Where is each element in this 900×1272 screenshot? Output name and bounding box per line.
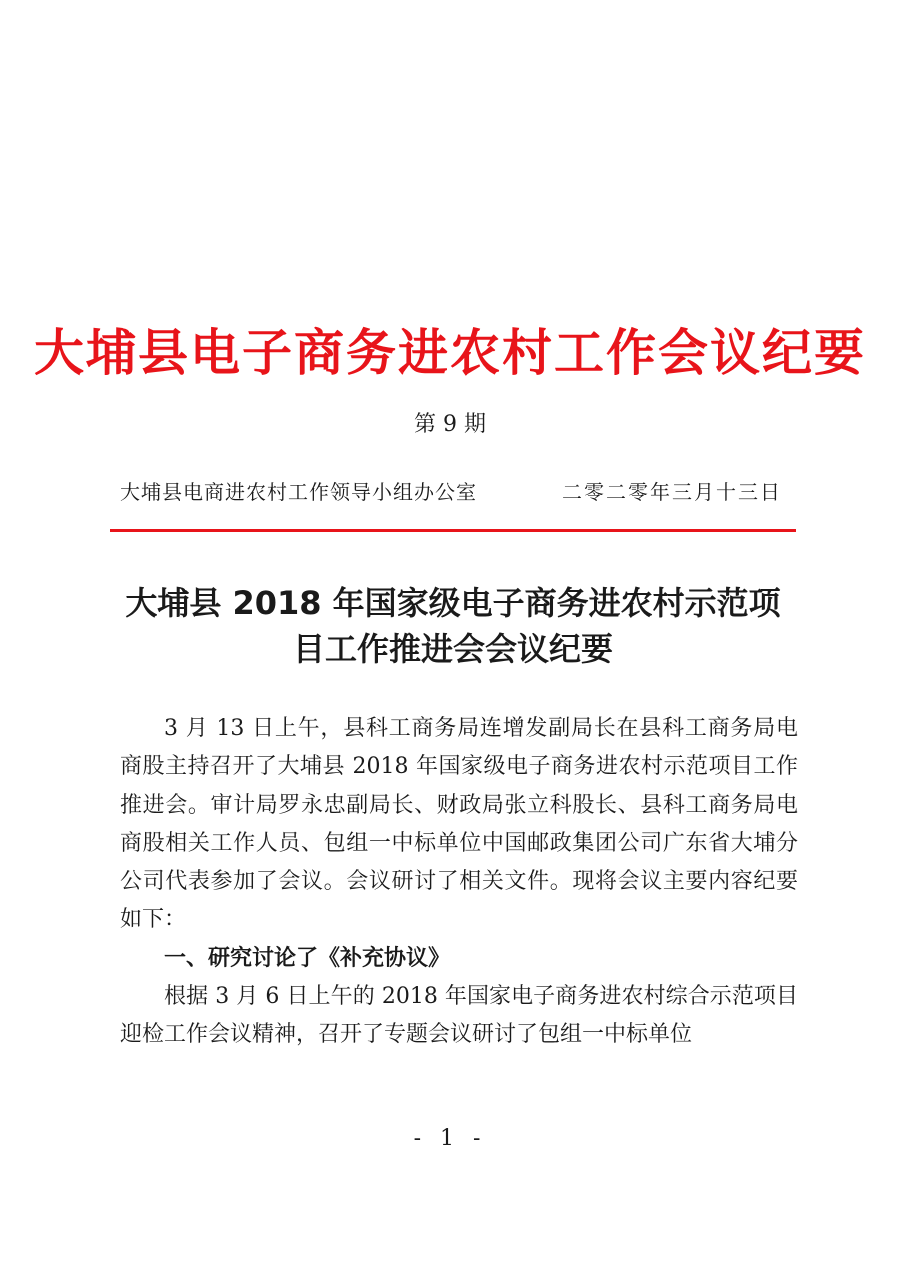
document-title	[110, 580, 796, 672]
issue-date: 二零二零年三月十三日	[562, 480, 782, 504]
body-paragraph: 根据 3 月 6 日上午的 2018 年国家电子商务进农村综合示范项目迎检工作会议精神，召开了专题会议研讨了包组一中标单位	[120, 984, 798, 1048]
red-divider-line	[110, 529, 796, 532]
document-title-line-2: 目工作推进会会议纪要	[292, 630, 613, 668]
issue-number: 第 9 期	[414, 412, 486, 437]
issuing-office: 大埔县电商进农村工作领导小组办公室	[120, 480, 477, 504]
masthead-title: 大埔县电子商务进农村工作会议纪要	[34, 323, 866, 382]
page-number: - 1 -	[413, 1126, 487, 1151]
document-body	[120, 710, 798, 1055]
body-paragraph: 3 月 13 日上午，县科工商务局连增发副局长在县科工商务局电商股主持召开了大埔县 2018 年国家级电子商务进农村示范项目工作推进会。审计局罗永忠副局长、财政局张立科股长、县科工商务局电商股相关工作人员、包组一中标单位中国邮政集团公司广东省大埔分公司代表参加了会议。会议研讨了相关文件。现将会议主要内容纪要如下：	[120, 716, 798, 933]
section-heading: 一、研究讨论了《补充协议》	[164, 945, 451, 971]
document-title-line-1: 大埔县 2018 年国家级电子商务进农村示范项	[125, 584, 781, 622]
